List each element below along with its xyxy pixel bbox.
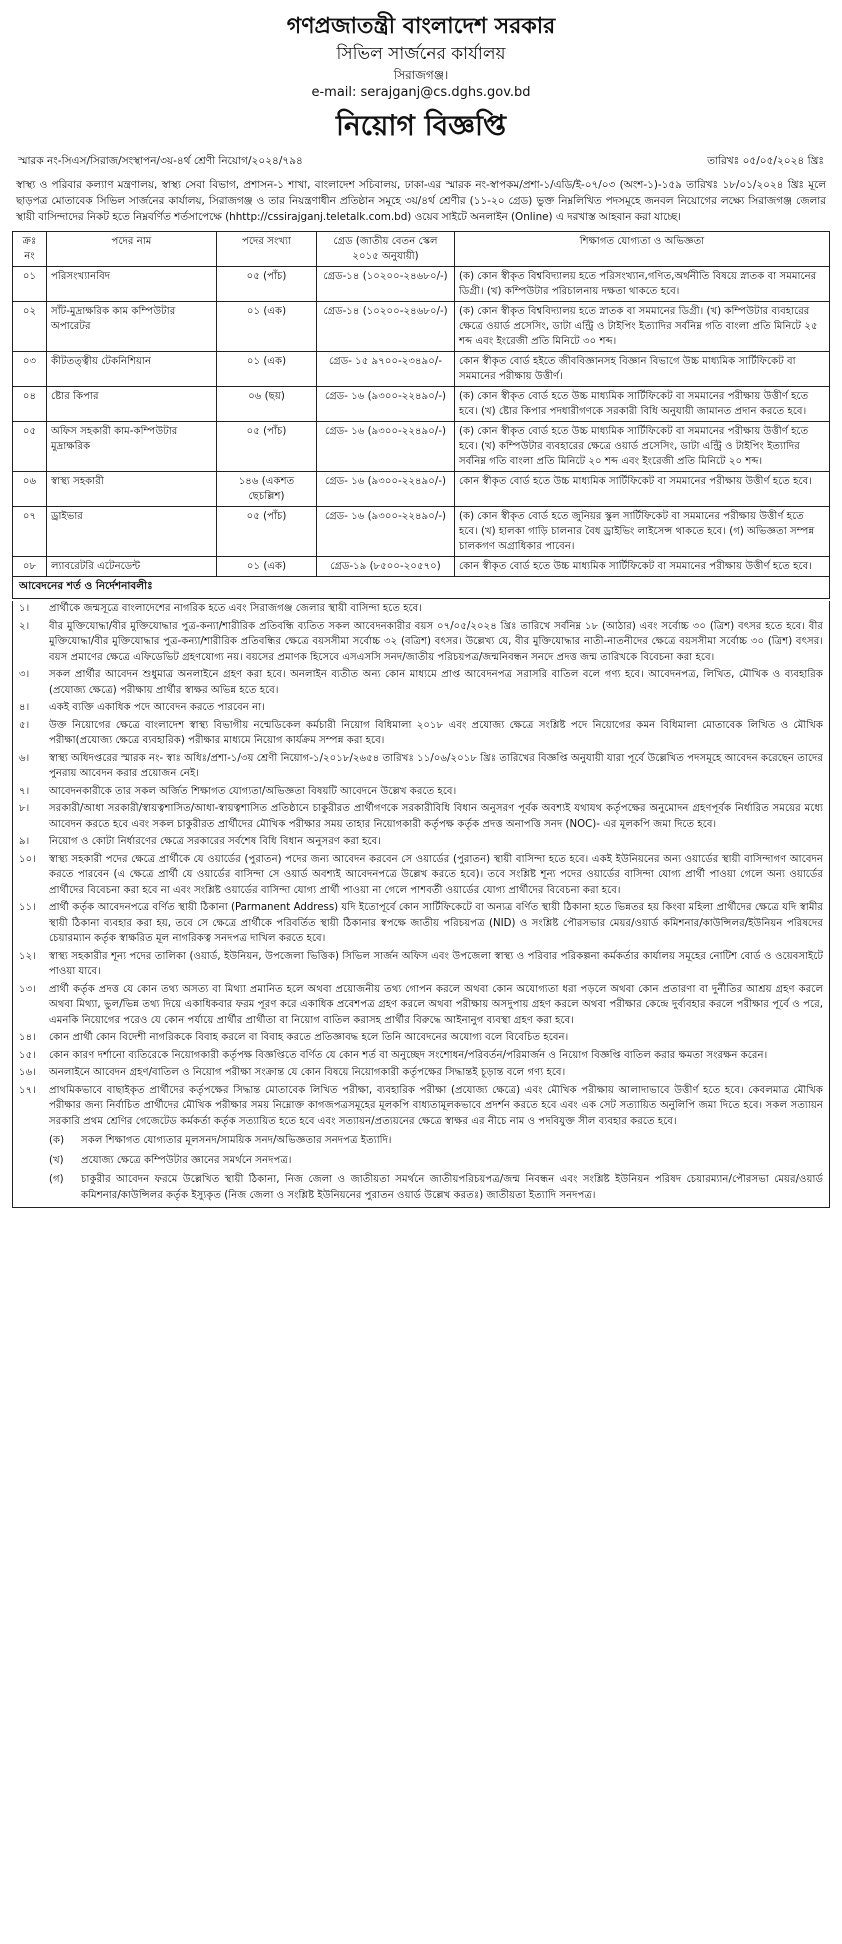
subcondition-item	[49, 1172, 823, 1203]
condition-number: ১৫।	[19, 1049, 36, 1061]
condition-item	[19, 784, 823, 800]
col-qualification: শিক্ষাগত যোগ্যতা ও অভিজ্ঞতা	[455, 232, 830, 267]
subcondition-letter: (খ)	[49, 1154, 64, 1166]
condition-number: ১।	[19, 603, 30, 614]
cell-grade: গ্রেড- ১৬ (৯৩০০-২২৪৯০/-)	[317, 422, 455, 472]
table-row	[13, 267, 830, 302]
condition-item	[19, 700, 823, 716]
condition-text: প্রার্থী কর্তৃক প্রদত্ত যে কোন তথ্য অসত্য বা মিথ্যা প্রমানিত হলে অথবা প্রয়োজনীয় তথ্য গোপন করলে অথবা কোন অযোগ্যতা ধরা পড়লে অথবা কোন প্রতারণা বা দুর্নীতির আশ্রয় গ্রহণ করলে অথবা মিথ্যা, ভুল/ভিন্ন তথ্য দিয়ে একাধিকবার ফরম পূরণ করে একাধিক প্রবেশপত্র গ্রহণ করলে অথবা পরীক্ষায় অসদুপায় গ্রহণ করলে অথবা পরীক্ষার কেন্দ্রে দুর্ব্যবহার করলে পরীক্ষার পূর্বে ও পরে, এমনকি নিয়োগের পরেও যে কোন পর্যায়ে প্রার্থীর প্রার্থীতা বা নিয়োগ বাতিল করাসহ প্রার্থীর বিরুদ্ধে আইনানুগ ব্যবস্থা গ্রহণ করা হবে।	[49, 983, 823, 1026]
condition-number: ১১।	[19, 902, 36, 913]
cell-post: সাঁট-মুদ্রাক্ষরিক কাম কম্পিউটার অপারেটর	[47, 302, 217, 352]
table-row	[13, 507, 830, 557]
subcondition-letter: (গ)	[49, 1174, 64, 1185]
condition-item	[19, 601, 823, 617]
condition-item	[19, 1048, 823, 1064]
office-city: সিরাজগঞ্জ।	[393, 68, 449, 82]
cell-count: ১৪৬ (একশত ছেচল্লিশ)	[217, 472, 317, 507]
condition-item	[19, 834, 823, 850]
condition-number: ৯।	[19, 836, 30, 847]
condition-text: প্রাথমিকভাবে বাছাইকৃত প্রার্থীদের কর্তৃপক্ষের সিদ্ধান্ত মোতাবেক লিখিত পরীক্ষা, ব্যবহারিক পরীক্ষা (প্রযোজ্য ক্ষেত্রে) এবং মৌখিক পরীক্ষায় আলাদাভাবে উত্তীর্ণ হতে হবে। কেবলমাত্র মৌখিক পরীক্ষার জন্য নির্বাচিত প্রার্থীদের মৌখিক পরীক্ষার সময় নিম্নোক্ত কাগজপত্রসমূহের মূলকপি বাধ্যতামূলকভাবে প্রদর্শন করতে হবে এবং এক সেট সত্যায়িত অনুলিপি জমা দিতে হবে। সকল সত্যায়ন সরকারি প্রথম শ্রেণির গেজেটেড কর্মকর্তা কর্তৃক সত্যায়িত হতে হবে এবং সত্যায়ন/প্রত্যয়নের ক্ষেত্রে স্বাক্ষর এর নীচে নাম ও পদবিযুক্ত সীল ব্যবহার করতে হবে।	[49, 1084, 823, 1127]
condition-number: ১২।	[19, 950, 36, 962]
condition-item	[19, 667, 823, 698]
intro-paragraph: স্বাস্থ্য ও পরিবার কল্যাণ মন্ত্রণালয়, স্বাস্থ্য সেবা বিভাগ, প্রশাসন-১ শাখা, বাংলাদেশ সচিবালয়, ঢাকা-এর স্মারক নং-স্বাপকম/প্রশা-১/এডি/ই-০৭/০৩ (অংশ-১)-১৫৯ তারিখঃ ১৮/০১/২০২৪ খ্রিঃ মূলে ছাড়পত্র মোতাবেক সিভিল সার্জনের কার্যালয়, সিরাজগঞ্জ ও তার নিয়ন্ত্রণাধীন প্রতিষ্ঠান সমূহে ৩য়/৪র্থ শ্রেণীর (১১-২০ গ্রেড) ভুক্ত নিম্নলিখিত পদসমূহে জনবল নিয়োগের লক্ষ্যে সিরাজগঞ্জ জেলার স্থায়ী বাসিন্দাদের নিকট হতে নিম্নবর্ণিত শর্তসাপেক্ষে (hhttp://cssirajganj.teletalk.com.bd) ওয়েব সাইটে অনলাইন (Online) এ দরখাস্ত আহবান করা যাচ্ছে।	[16, 179, 826, 223]
cell-serial: ০৪	[13, 387, 47, 422]
condition-item	[19, 1065, 823, 1081]
cell-qualification: কোন স্বীকৃত বোর্ড হইতে জীববিজ্ঞানসহ বিজ্ঞান বিভাগে উচ্চ মাধ্যমিক সার্টিফিকেট বা সমমানের পরীক্ষায় উত্তীর্ণ।	[455, 352, 830, 387]
cell-grade: গ্রেড- ১৬ (৯৩০০-২২৪৯০/-)	[317, 507, 455, 557]
condition-item	[19, 801, 823, 832]
condition-number: ২।	[19, 620, 30, 632]
cell-qualification: (ক) কোন স্বীকৃত বিশ্ববিদ্যালয় হতে পরিসংখ্যান,গণিত,অর্থনীতি বিষয়ে স্নাতক বা সমমানের ডিগ্রী। (খ) কম্পিউটার পরিচালনায় দক্ষতা থাকতে হবে।	[455, 267, 830, 302]
cell-serial: ০১	[13, 267, 47, 302]
condition-item	[19, 718, 823, 749]
office-name: সিভিল সার্জনের কার্যালয়	[336, 44, 506, 64]
condition-number: ১৪।	[19, 1032, 36, 1043]
table-row	[13, 387, 830, 422]
cell-qualification: (ক) কোন স্বীকৃত বোর্ড হতে জুনিয়র স্কুল সার্টিফিকেট বা সমমানের পরীক্ষায় উত্তীর্ণ হতে হবে। (খ) হালকা গাড়ি চালনার বৈধ ড্রাইভিং লাইসেন্স থাকতে হবে। (গ) অভিজ্ঞতা সম্পন্ন চালকগণ অগ্রাধিকার পাবেন।	[455, 507, 830, 557]
condition-text: আবেদনকারীকে তার সকল অর্জিত শিক্ষাগত যোগ্যতা/অভিজ্ঞতা বিষয়টি আবেদনে উল্লেখ করতে হবে।	[49, 785, 457, 797]
condition-number: ১০।	[19, 853, 36, 865]
condition-text: স্বাস্থ্য অধিদপ্তরের স্মারক নং- স্বাঃ অধিঃ/প্রশা-১/৩য় শ্রেণী নিয়োগ-১/২০১৮/২৬৫৪ তারিখঃ ১১/০৬/২০১৮ খ্রিঃ তারিখের বিজ্ঞপ্তি অনুযায়ী যারা পূর্বে উল্লেখিত পদসমূহে আবেদন করেছেন তাদের পুনরায় আবেদন করার প্রয়োজন নেই।	[49, 752, 823, 779]
cell-post: ষ্টোর কিপার	[47, 387, 217, 422]
cell-serial: ০৫	[13, 422, 47, 472]
cell-grade: গ্রেড- ১৬ (৯৩০০-২২৪৯০/-)	[317, 387, 455, 422]
condition-text: উক্ত নিয়োগের ক্ষেত্রে বাংলাদেশ স্বাস্থ্য বিভাগীয় নন্মেডিকেল কর্মচারী নিয়োগ বিধিমালা ২০১৮ এবং প্রযোজ্য ক্ষেত্রে সংশ্লিষ্ট পদে নিয়োগের কমন বিধিমালা মোতাবেক লিখিত ও মৌখিক পরীক্ষা(প্রযোজ্য ক্ষেত্রে ব্যবহারিক) পরীক্ষার মাধ্যমে নিয়োগ কার্যক্রম সম্পন্ন করা হবে।	[49, 719, 823, 746]
cell-count: ০৫ (পাঁচ)	[217, 507, 317, 557]
condition-text: সকল প্রার্থীর আবেদন শুধুমাত্র অনলাইনে গ্রহণ করা হবে। অনলাইন ব্যতীত অন্য কোন মাধ্যমে প্রাপ্ত আবেদনপত্র সরাসরি বাতিল বলে গণ্য হবে। আবেদনপত্র, লিখিত, মৌখিক ও ব্যবহারিক (প্রযোজ্য ক্ষেত্রে) পরীক্ষায় প্রার্থীর স্বাক্ষর অভিন্ন হতে হবে।	[49, 669, 823, 696]
table-row	[13, 302, 830, 352]
condition-number: ৩।	[19, 669, 30, 680]
cell-grade: গ্রেড-১৪ (১০২০০-২৪৬৮০/-)	[317, 267, 455, 302]
col-post: পদের নাম	[47, 232, 217, 267]
condition-number: ১৩।	[19, 983, 36, 995]
condition-number: ৭।	[19, 785, 30, 797]
condition-number: ১৭।	[19, 1084, 36, 1096]
condition-text: স্বাস্থ্য সহকারী পদের ক্ষেত্রে প্রার্থীকে যে ওয়ার্ডের (পুরাতন) পদের জন্য আবেদন করবেন সে ওয়ার্ডের (পুরাতন) স্থায়ী বাসিন্দা হতে হবে। একই ইউনিয়নের অন্য ওয়ার্ডের স্থায়ী বাসিন্দাগণ আবেদন করতে পারবেন (এ ক্ষেত্রে প্রার্থী যে ওয়ার্ডের বাসিন্দা সে ওয়ার্ড অবশ্যই আবেদনপত্রে উল্লেখ করতে হবে)। তবে সংশ্লিষ্ট শূন্য পদের ওয়ার্ডের বাসিন্দা যোগ্য প্রার্থী পাওয়া গেলে অন্য ওয়ার্ডের প্রার্থীদের বিবেচনা করা হবে না এবং সংশ্লিষ্ট ওয়ার্ডের বাসিন্দা যোগ্য প্রার্থী পাওয়া না গেলে পাশবর্তী ওয়ার্ডের যোগ্য প্রার্থীদের বিবেচনা করা হবে।	[49, 853, 823, 896]
cell-post: কীটতত্ত্বীয় টেকনিশিয়ান	[47, 352, 217, 387]
col-grade: গ্রেড (জাতীয় বেতন স্কেল ২০১৫ অনুযায়ী)	[317, 232, 455, 267]
condition-item	[19, 619, 823, 666]
condition-item	[19, 1030, 823, 1046]
notice-title: নিয়োগ বিজ্ঞপ্তি	[335, 109, 507, 142]
conditions-heading: আবেদনের শর্ত ও নির্দেশনাবলীঃ	[12, 577, 830, 599]
subcondition-item	[49, 1133, 823, 1149]
cell-count: ০১ (এক)	[217, 352, 317, 387]
table-row	[13, 422, 830, 472]
condition-text: প্রার্থীকে জন্মসূত্রে বাংলাদেশের নাগরিক হতে এবং সিরাজগঞ্জ জেলার স্থায়ী বাসিন্দা হতে হবে।	[49, 603, 422, 614]
table-row	[13, 352, 830, 387]
cell-count: ০৫ (পাঁচ)	[217, 267, 317, 302]
condition-text: বীর মুক্তিযোদ্ধা/বীর মুক্তিযোদ্ধার পুত্র-কন্যা/শারীরিক প্রতিবন্ধি ব্যতিত সকল আবেদনকারীর বয়স ০৭/০৫/২০২৪ খ্রিঃ তারিখে সর্বনিম্ন ১৮ (আঠার) এবং সর্বোচ্চ ৩০ (ত্রিশ) বৎসর হতে হবে। বীর মুক্তিযোদ্ধা/বীর মুক্তিযোদ্ধার পুত্র-কন্যা/শারীরিক প্রতিবন্ধির ক্ষেত্রে বয়সসীমা সর্বোচ্চ ৩২ (বত্রিশ) বৎসর। উল্লেখ্য যে, বীর মুক্তিযোদ্ধার নাতী-নাতনীদের ক্ষেত্রে বয়সসীমা সর্বোচ্চ ৩০ (ত্রিশ) বৎসর। বয়স প্রমাণের ক্ষেত্রে এফিডেভিট গ্রহণযোগ্য নয়। বয়সের প্রমাণক হিসেবে এসএসসি সনদ/জাতীয় পরিচয়পত্র/জন্মনিবন্ধন সনদে প্রদত্ত জন্ম তারিখকে বিবেচনা করা হবে।	[49, 620, 823, 663]
cell-grade: গ্রেড-১৯ (৮৫০০-২০৫৭০)	[317, 557, 455, 577]
subcondition-text: সকল শিক্ষাগত যোগ্যতার মূলসনদ/সাময়িক সনদ/অভিজ্ঞতার সনদপত্র ইত্যাদি।	[81, 1135, 392, 1146]
col-serial: ক্রঃ নং	[13, 232, 47, 267]
condition-text: অনলাইনে আবেদন গ্রহণ/বাতিল ও নিয়োগ পরীক্ষা সংক্রান্ত যে কোন বিষয়ে নিয়োগকারী কর্তৃপক্ষের সিদ্ধান্তই চূড়ান্ত বলে গণ্য হবে।	[49, 1067, 566, 1078]
condition-item	[19, 900, 823, 947]
subcondition-item	[49, 1153, 823, 1169]
subcondition-text: চাকুরীর আবেদন ফরমে উল্লেখিত স্থায়ী ঠিকানা, নিজ জেলা ও জাতীয়তা সমর্থনে জাতীয়পরিচয়পত্র/জন্ম নিবন্ধন এবং সংশ্লিষ্ট ইউনিয়ন পরিষদ চেয়ারম্যান/পৌরসভা মেয়র/ওয়ার্ড কমিশনার/কাউন্সিলর কর্তৃক ইস্যুকৃত (নিজ জেলা ও সংশ্লিষ্ট ইউনিয়নের পুরাতন ওয়ার্ড উল্লেখ করতঃ) জাতীয়তা ইত্যাদি সনদপত্র।	[81, 1174, 823, 1201]
condition-number: ৪।	[19, 702, 30, 713]
cell-qualification: (ক) কোন স্বীকৃত বোর্ড হতে উচ্চ মাধ্যমিক সার্টিফিকেট বা সমমানের পরীক্ষায় উত্তীর্ণ হতে হবে। (খ) ষ্টোর কিপার পদধারীগণকে সরকারী বিধি অনুযায়ী জামানত প্রদান করতে হবে।	[455, 387, 830, 422]
cell-grade: গ্রেড-১৪ (১০২০০-২৪৬৮০/-)	[317, 302, 455, 352]
condition-text: কোন প্রার্থী কোন বিদেশী নাগরিককে বিবাহ করলে বা বিবাহ করতে প্রতিজ্ঞাবদ্ধ হলে তিনি আবেদনের অযোগ্য বলে বিবেচিত হবেন।	[49, 1032, 569, 1043]
condition-text: একই ব্যক্তি একাধিক পদে আবেদন করতে পারবেন না।	[49, 702, 265, 713]
condition-number: ১৬।	[19, 1067, 36, 1078]
condition-number: ৮।	[19, 803, 30, 814]
condition-text: প্রার্থী কর্তৃক আবেদনপত্রে বর্ণিত স্থায়ী ঠিকানা (Parmanent Address) যদি ইতোপূর্বে কোন সার্টিফিকেটে বা অন্যত্র বর্ণিত স্থায়ী ঠিকানা হতে ভিন্নতর হয় কিংবা মহিলা প্রার্থীদের ক্ষেত্রে যদি স্বামীর স্থায়ী ঠিকানা ব্যবহার করা হয়, তবে সে ক্ষেত্রে প্রার্থীকে পরিবর্তিত স্থায়ী ঠিকানার স্বপক্ষে জাতীয় পরিচয়পত্র (NID) ও সংশ্লিষ্ট পৌরসভার মেয়র/ওয়ার্ড কমিশনার/কাউন্সিলর/ইউনিয়ন পরিষদের চেয়ারম্যান কর্তৃক স্বাক্ষরিত মূল নাগরিকত্ব সনদপত্র দাখিল করতে হবে।	[49, 902, 823, 944]
cell-qualification: কোন স্বীকৃত বোর্ড হতে উচ্চ মাধ্যমিক সার্টিফিকেট বা সমমানের পরীক্ষায় উত্তীর্ণ হতে হবে।	[455, 557, 830, 577]
cell-count: ০১ (এক)	[217, 302, 317, 352]
conditions-list	[12, 601, 830, 1208]
condition-number: ৬।	[19, 752, 30, 764]
letterhead	[12, 0, 830, 146]
subcondition-text: প্রযোজ্য ক্ষেত্রে কম্পিউটার জ্ঞানের সমর্থনে সনদপত্র।	[81, 1154, 292, 1166]
memo-date: তারিখঃ ০৫/০৫/২০২৪ খ্রিঃ	[707, 155, 824, 167]
table-header-row	[13, 232, 830, 267]
cell-post: ল্যাবরেটরি এটেনডেন্ট	[47, 557, 217, 577]
cell-serial: ০৬	[13, 472, 47, 507]
memo-number: স্মারক নং-সিএস/সিরাজ/সংস্থাপন/৩য়-৪র্থ শ্রেণী নিয়োগ/২০২৪/৭৯৪	[18, 155, 303, 167]
col-count: পদের সংখ্যা	[217, 232, 317, 267]
cell-count: ০১ (এক)	[217, 557, 317, 577]
cell-serial: ০৩	[13, 352, 47, 387]
condition-text: কোন কারণ দর্শানো ব্যতিরেকে নিয়োগকারী কর্তৃপক্ষ বিজ্ঞপ্তিতে বর্ণিত যে কোন শর্ত বা অনুচ্ছেদ সংশোধন/পরিবর্তন/পরিমার্জন ও নিয়োগ বিজ্ঞপ্তি বাতিল করার ক্ষমতা সংরক্ষন করেন।	[49, 1049, 768, 1061]
cell-qualification: কোন স্বীকৃত বোর্ড হতে উচ্চ মাধ্যমিক সার্টিফিকেট বা সমমানের পরীক্ষায় উত্তীর্ণ হতে হবে।	[455, 472, 830, 507]
cell-count: ০৬ (ছয়)	[217, 387, 317, 422]
condition-text: সরকারী/আধা সরকারী/স্বায়ত্বশাসিত/আধা-স্বায়ত্বশাসিত প্রতিষ্ঠানে চাকুরীরত প্রার্থীগণকে সরকারীবিধি বিধান অনুসরণ পূর্বক অবশ্যই যথাযথ কর্তৃপক্ষের অনুমোদন গ্রহণপূর্বক নির্ধারিত সময়ের মধ্যে আবেদন করতে হবে এবং সকল চাকুরীরত প্রার্থীদের মৌখিক পরীক্ষার সময় তাহার নিয়োগকারী কর্তৃপক্ষ কর্তৃক প্রদত্ত অনাপত্তি সনদ (NOC)- এর মূলকপি জমা দিতে হবে।	[49, 803, 823, 830]
condition-text: স্বাস্থ্য সহকারীর শূন্য পদের তালিকা (ওয়ার্ড, ইউনিয়ন, উপজেলা ভিত্তিক) সিভিল সার্জন অফিস এবং উপজেলা স্বাস্থ্য ও পরিবার পরিকল্পনা কর্মকর্তার কার্যালয় সমূহের নোটিশ বোর্ড ও ওয়েবসাইটে পাওয়া যাবে।	[49, 950, 823, 977]
condition-number: ৫।	[19, 719, 30, 731]
condition-item	[19, 949, 823, 980]
cell-serial: ০২	[13, 302, 47, 352]
cell-count: ০৫ (পাঁচ)	[217, 422, 317, 472]
subcondition-letter: (ক)	[49, 1135, 65, 1146]
reference-row	[18, 154, 824, 171]
cell-post: পরিসংখ্যানবিদ	[47, 267, 217, 302]
condition-item	[19, 982, 823, 1029]
office-email: e-mail: serajganj@cs.dghs.gov.bd	[311, 85, 531, 100]
table-row	[13, 472, 830, 507]
condition-item	[19, 852, 823, 899]
condition-item	[19, 1083, 823, 1130]
cell-qualification: (ক) কোন স্বীকৃত বোর্ড হতে উচ্চ মাধ্যমিক সার্টিফিকেট বা সমমানের পরীক্ষায় উত্তীর্ণ হতে হবে। (খ) কম্পিউটার ব্যবহারের ক্ষেত্রে ওয়ার্ড প্রসেসিং, ডাটা এন্ট্রি ও টাইপিং ইত্যাদির সর্বনিম্ন গতি বাংলা প্রতি মিনিটে ২০ শব্দ এবং ইংরেজী প্রতি মিনিটে ২০ শব্দ।	[455, 422, 830, 472]
table-row	[13, 557, 830, 577]
cell-serial: ০৭	[13, 507, 47, 557]
cell-grade: গ্রেড- ১৬ (৯৩০০-২২৪৯০/-)	[317, 472, 455, 507]
condition-item	[19, 751, 823, 782]
cell-post: স্বাস্থ্য সহকারী	[47, 472, 217, 507]
cell-post: অফিস সহকারী কাম-কম্পিউটার মুদ্রাক্ষরিক	[47, 422, 217, 472]
cell-grade: গ্রেড- ১৫ ৯৭০০-২৩৪৯০/-	[317, 352, 455, 387]
government-name: গণপ্রজাতন্ত্রী বাংলাদেশ সরকার	[286, 13, 556, 39]
cell-post: ড্রাইভার	[47, 507, 217, 557]
cell-serial: ০৮	[13, 557, 47, 577]
cell-qualification: (ক) কোন স্বীকৃত বিশ্ববিদ্যালয় হতে স্নাতক বা সমমানের ডিগ্রী। (খ) কম্পিউটার ব্যবহারের ক্ষেত্রে ওয়ার্ড প্রসেসিং, ডাটা এন্ট্রি ও টাইপিং ইত্যাদির সর্বনিম্ন গতি বাংলা প্রতি মিনিটে ২৫ শব্দ এবং ইংরেজী প্রতি মিনিটে ৩০ শব্দ।	[455, 302, 830, 352]
condition-text: নিয়োগ ও কোটা নির্ধারণের ক্ষেত্রে সরকারের সর্বশেষ বিধি বিধান অনুসরণ করা হবে।	[49, 836, 381, 847]
posts-table	[12, 231, 830, 577]
